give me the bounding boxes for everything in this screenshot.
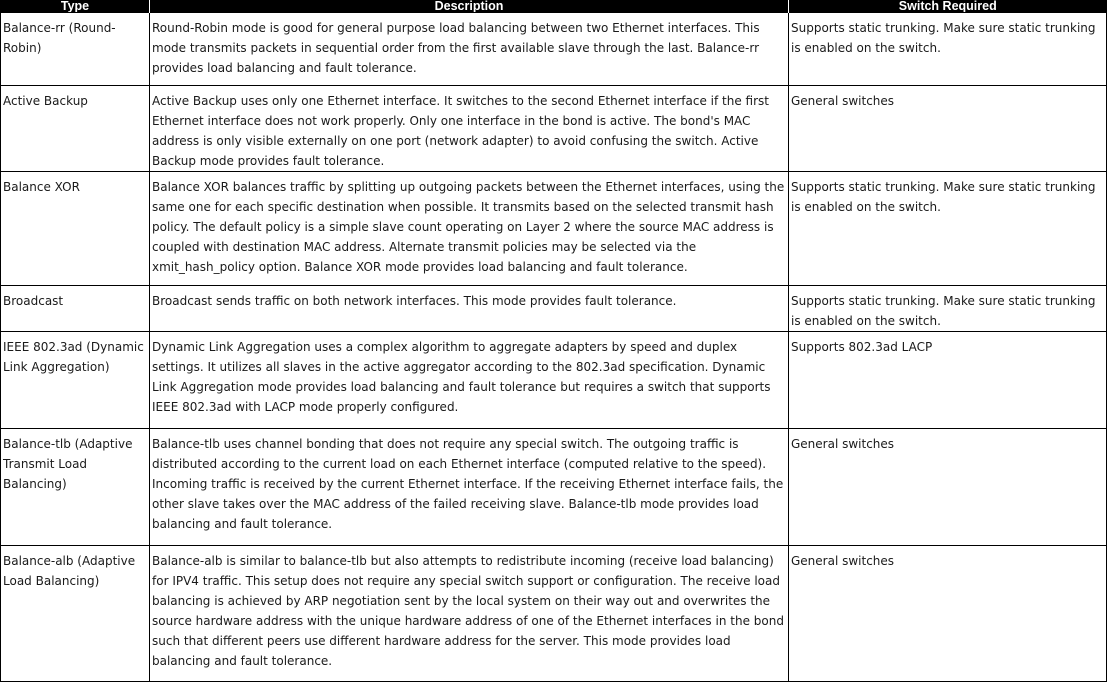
table-row [1,286,1107,332]
description-cell: Balance-alb is similar to balance-tlb but also attempts to redistribute incoming (receive load balancing) for IPV4 traffic. This setup does not require any special switch support or configuration. The receive load balancing is achieved by ARP negotiation sent by the local system on their way out and overwrites the source hardware address with the unique hardware address of one of the Ethernet interfaces in the bond such that different peers use different hardware address for the server. This mode provides load balancing and fault tolerance. [150,546,789,682]
switch-required-cell: General switches [789,546,1107,682]
type-cell: Balance-tlb (Adaptive Transmit Load Balancing) [1,429,150,546]
table-body [1,13,1107,682]
description-cell: Dynamic Link Aggregation uses a complex algorithm to aggregate adapters by speed and duplex settings. It utilizes all slaves in the active aggregator according to the 802.3ad specification. Dynamic Link Aggregation mode provides load balancing and fault tolerance but requires a switch that supports IEEE 802.3ad with LACP mode properly configured. [150,332,789,429]
switch-required-cell: General switches [789,429,1107,546]
table-header [1,0,1107,13]
table-row [1,546,1107,682]
type-cell: Balance-rr (Round-Robin) [1,13,150,86]
type-cell: Balance XOR [1,172,150,286]
description-cell: Broadcast sends traffic on both network interfaces. This mode provides fault tolerance. [150,286,789,332]
table-row [1,172,1107,286]
switch-required-cell: Supports static trunking. Make sure static trunking is enabled on the switch. [789,13,1107,86]
description-cell: Active Backup uses only one Ethernet interface. It switches to the second Ethernet interface if the first Ethernet interface does not work properly. Only one interface in the bond is active. The bond's MAC address is only visible externally on one port (network adapter) to avoid confusing the switch. Active Backup mode provides fault tolerance. [150,86,789,172]
table-row [1,86,1107,172]
switch-required-cell: Supports static trunking. Make sure static trunking is enabled on the switch. [789,286,1107,332]
description-cell: Balance XOR balances traffic by splitting up outgoing packets between the Ethernet interfaces, using the same one for each specific destination when possible. It transmits based on the selected transmit hash policy. The default policy is a simple slave count operating on Layer 2 where the source MAC address is coupled with destination MAC address. Alternate transmit policies may be selected via the xmit_hash_policy option. Balance XOR mode provides load balancing and fault tolerance. [150,172,789,286]
type-cell: Balance-alb (Adaptive Load Balancing) [1,546,150,682]
header-switch-required: Switch Required [789,0,1107,13]
type-cell: Active Backup [1,86,150,172]
description-cell: Balance-tlb uses channel bonding that does not require any special switch. The outgoing traffic is distributed according to the current load on each Ethernet interface (computed relative to the speed). Incoming traffic is received by the current Ethernet interface. If the receiving Ethernet interface fails, the other slave takes over the MAC address of the failed receiving slave. Balance-tlb mode provides load balancing and fault tolerance. [150,429,789,546]
header-row [1,0,1107,13]
header-description: Description [150,0,789,13]
type-cell: Broadcast [1,286,150,332]
switch-required-cell: Supports 802.3ad LACP [789,332,1107,429]
table-row [1,13,1107,86]
table-row [1,332,1107,429]
description-cell: Round-Robin mode is good for general purpose load balancing between two Ethernet interfaces. This mode transmits packets in sequential order from the first available slave through the last. Balance-rr provides load balancing and fault tolerance. [150,13,789,86]
switch-required-cell: Supports static trunking. Make sure static trunking is enabled on the switch. [789,172,1107,286]
table-row [1,429,1107,546]
type-cell: IEEE 802.3ad (Dynamic Link Aggregation) [1,332,150,429]
switch-required-cell: General switches [789,86,1107,172]
header-type: Type [1,0,150,13]
